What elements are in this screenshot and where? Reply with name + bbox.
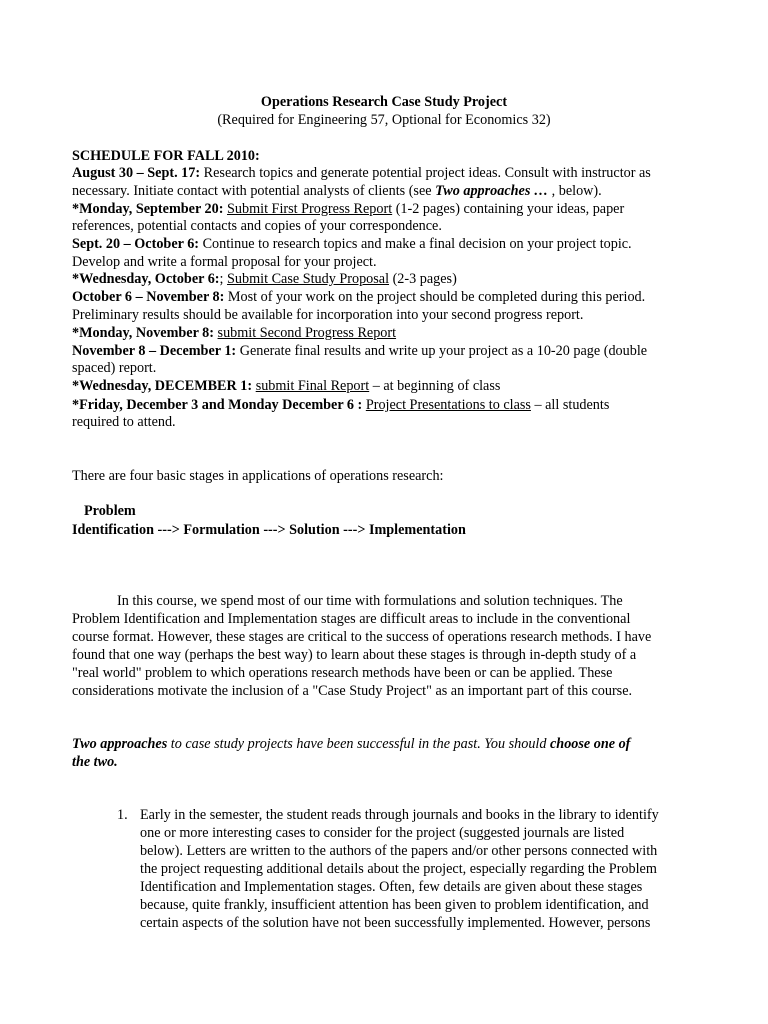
stages-problem-label: Problem xyxy=(84,503,136,519)
list-item-line-7: certain aspects of the solution have not been successfully implemented. However, persons xyxy=(140,915,651,931)
list-item-line-3: below). Letters are written to the authors of the papers and/or other persons connected with xyxy=(140,843,658,859)
schedule-entry-4: *Wednesday, October 6:; Submit Case Study Proposal (2-3 pages) xyxy=(72,271,457,287)
list-item-line-2: one or more interesting cases to consider for the project (suggested journals are listed xyxy=(140,825,625,841)
paragraph-line-3: course format. However, these stages are critical to the success of operations research methods. I have xyxy=(72,629,652,645)
schedule-entry-2-line-1: *Monday, September 20: Submit First Progress Report (1-2 pages) containing your ideas, paper xyxy=(72,201,625,217)
schedule-entry-9-line-2: required to attend. xyxy=(72,414,176,430)
paragraph-line-4: found that one way (perhaps the best way) to learn about these stages is through in-depth study of a xyxy=(72,647,637,663)
list-item-line-4: the project requesting additional details about the project, especially regarding the Problem xyxy=(140,861,657,877)
schedule-entry-1-line-2: necessary. Initiate contact with potential analysts of clients (see Two approaches … , below). xyxy=(72,183,602,199)
document-title: Operations Research Case Study Project xyxy=(260,94,508,110)
paragraph-line-6: considerations motivate the inclusion of a "Case Study Project" as an important part of this course. xyxy=(72,683,633,699)
schedule-entry-3-line-2: Develop and write a formal proposal for your project. xyxy=(72,254,377,270)
case-study-proposal-link: Submit Case Study Proposal xyxy=(227,271,390,287)
paragraph-line-1: In this course, we spend most of our time with formulations and solution techniques. The xyxy=(117,593,623,609)
list-item-number: 1. xyxy=(117,807,128,823)
schedule-entry-1-line-1: August 30 – Sept. 17: Research topics and generate potential project ideas. Consult with instructor as xyxy=(72,165,651,181)
paragraph-line-2: Problem Identification and Implementation stages are difficult areas to include in the conventional xyxy=(72,611,631,627)
schedule-entry-6: *Monday, November 8: submit Second Progress Report xyxy=(72,325,397,341)
first-progress-report-link: Submit First Progress Report xyxy=(227,201,393,217)
list-item-line-5: Identification and Implementation stages. Often, few details are given about these stages xyxy=(140,879,643,895)
schedule-entry-5-line-2: Preliminary results should be available for incorporation into your second progress report. xyxy=(72,307,584,323)
schedule-entry-7-line-1: November 8 – December 1: Generate final results and write up your project as a 10-20 page (double xyxy=(72,343,648,359)
list-item-line-6: because, quite frankly, insufficient attention has been given to problem identification, and xyxy=(140,897,649,913)
document-subtitle: (Required for Engineering 57, Optional for Economics 32) xyxy=(217,112,551,128)
schedule-entry-8: *Wednesday, DECEMBER 1: submit Final Report – at beginning of class xyxy=(72,378,501,394)
approaches-line-2: the two. xyxy=(72,754,118,770)
schedule-entry-7-line-2: spaced) report. xyxy=(72,360,157,376)
schedule-entry-5-line-1: October 6 – November 8: Most of your work on the project should be completed during this period. xyxy=(72,289,646,305)
list-item-line-1: Early in the semester, the student reads through journals and books in the library to identify xyxy=(140,807,659,823)
schedule-entry-2-line-2: references, potential contacts and copies of your correspondence. xyxy=(72,218,442,234)
approaches-line-1: Two approaches to case study projects have been successful in the past. You should choose one of xyxy=(72,736,631,752)
project-presentations-link: Project Presentations to class xyxy=(365,397,531,413)
stages-intro: There are four basic stages in applications of operations research: xyxy=(72,468,444,484)
schedule-entry-9-line-1: *Friday, December 3 and Monday December 6 : Project Presentations to class – all students xyxy=(72,397,610,413)
stages-flow: Identification ---> Formulation ---> Solution ---> Implementation xyxy=(72,522,466,538)
schedule-entry-3-line-1: Sept. 20 – October 6: Continue to research topics and make a final decision on your project topic. xyxy=(72,236,632,252)
second-progress-report-link: submit Second Progress Report xyxy=(217,325,397,341)
schedule-heading: SCHEDULE FOR FALL 2010: xyxy=(72,148,260,164)
paragraph-line-5: "real world" problem to which operations research methods have been or can be applied. These xyxy=(72,665,613,681)
final-report-link: submit Final Report xyxy=(255,378,370,394)
